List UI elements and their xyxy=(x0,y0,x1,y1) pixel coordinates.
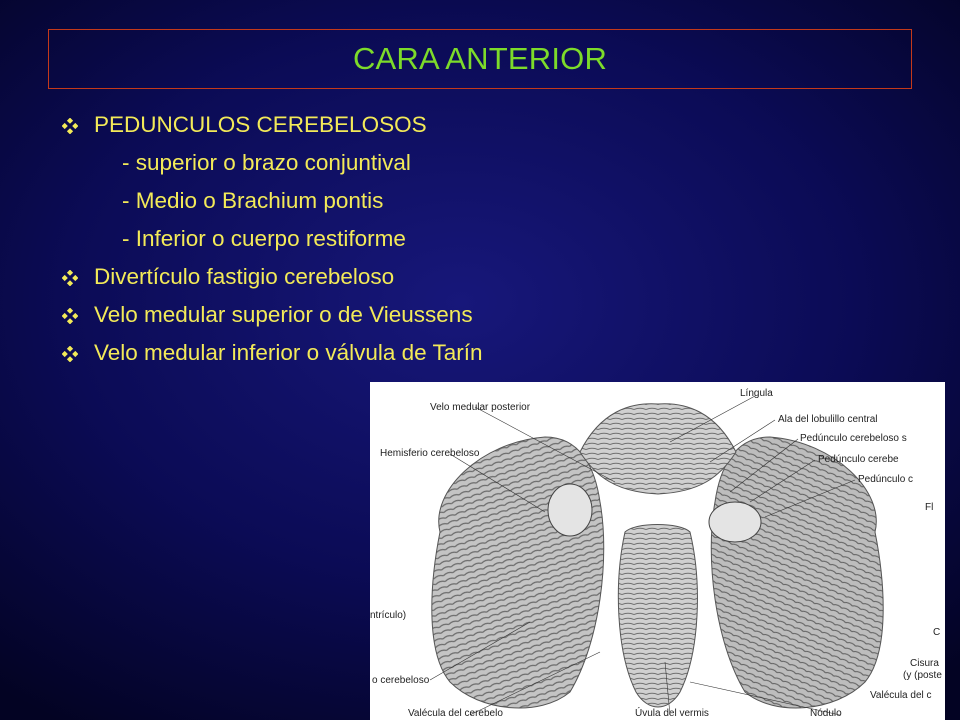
label-hemisferio-cerebeloso: Hemisferio cerebeloso xyxy=(380,448,480,459)
diamond-bullet-icon xyxy=(62,118,78,134)
sub-bullet-text: - Inferior o cuerpo restiforme xyxy=(122,226,406,251)
label-valecula-right: Valécula del c xyxy=(870,690,932,701)
cerebellum-illustration xyxy=(370,382,945,720)
label-pedunculo-cerebe: Pedúnculo cerebe xyxy=(818,454,899,465)
slide-title: CARA ANTERIOR xyxy=(352,41,608,76)
bullet-item xyxy=(62,258,682,296)
sub-bullet-item xyxy=(62,144,682,182)
label-pedunculo-s: Pedúnculo cerebeloso s xyxy=(800,433,907,444)
label-nodulo: Nódulo xyxy=(810,708,842,719)
bullet-item xyxy=(62,334,682,372)
label-velo-medular-posterior: Velo medular posterior xyxy=(430,402,531,413)
bullet-item xyxy=(62,106,682,144)
sub-bullet-item xyxy=(62,182,682,220)
label-ventriculo: ntrículo) xyxy=(370,610,407,621)
label-cerebeloso-left: o cerebeloso xyxy=(372,675,430,686)
label-pedunculo-c: Pedúnculo c xyxy=(858,474,914,485)
diamond-bullet-icon xyxy=(62,270,78,286)
bullet-item xyxy=(62,296,682,334)
bullet-text: Velo medular superior o de Vieussens xyxy=(94,302,473,327)
label-cisura: Cisura xyxy=(910,658,939,669)
sub-bullet-item xyxy=(62,220,682,258)
bullet-text: Divertículo fastigio cerebeloso xyxy=(94,264,395,289)
sub-bullet-text: - superior o brazo conjuntival xyxy=(122,150,411,175)
bullet-text: PEDUNCULOS CEREBELOSOS xyxy=(94,112,427,137)
label-uvula-vermis: Úvula del vermis xyxy=(635,708,709,719)
bullet-text: Velo medular inferior o válvula de Tarín xyxy=(94,340,483,365)
label-c: C xyxy=(933,627,941,638)
label-fl: Fl xyxy=(925,502,934,513)
diamond-bullet-icon xyxy=(62,308,78,324)
label-valecula-cerebelo: Valécula del cerebelo xyxy=(408,708,503,719)
label-lingula: Língula xyxy=(740,388,773,399)
title-box xyxy=(48,29,912,89)
sub-bullet-text: - Medio o Brachium pontis xyxy=(122,188,384,213)
label-cisura-posterior: (y (poste xyxy=(903,670,942,681)
diamond-bullet-icon xyxy=(62,346,78,362)
label-ala-lobulillo-central: Ala del lobulillo central xyxy=(778,414,878,425)
bullet-list xyxy=(62,106,682,372)
